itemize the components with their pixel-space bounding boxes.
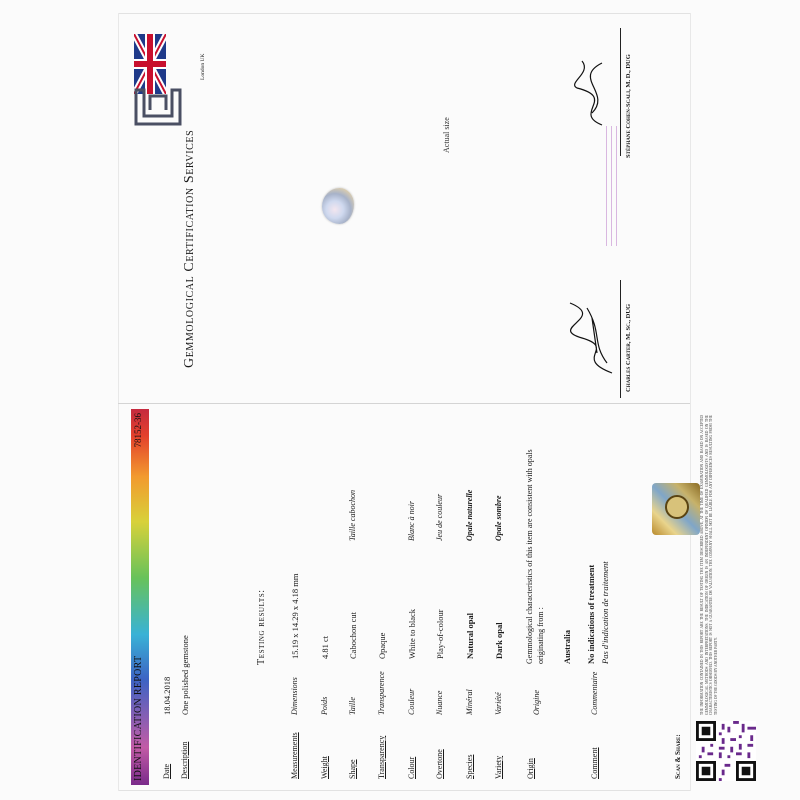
panel-edge <box>118 790 690 791</box>
row-value-fr: Opale naturelle <box>465 489 474 541</box>
row-label: Species <box>465 754 474 779</box>
company-logo <box>130 30 194 130</box>
hologram-emblem-icon <box>665 495 689 519</box>
scan-share-label: Scan & Share: <box>674 734 682 779</box>
date-value: 18.04.2018 <box>162 676 172 715</box>
row-label-fr: Variété <box>494 692 503 715</box>
row-label: Colour <box>407 756 416 779</box>
row-label: Variety <box>494 755 503 779</box>
report-title: IDENTIFICATION REPORT <box>133 655 144 781</box>
fine-print-lines <box>602 126 621 246</box>
disclaimer-text: THE INFORMATION CONTAINED IN THIS REPORT ARE THE RESULT OF TESTING THE ITEM DESCRIBED ABOVE, AT THE TIME OF EXAMINATION AND BASED ON ACCEPTED GEMMOLOGICAL METHODS AND INTERPRETATIONS. THE INDICATION OF ORIGIN IS AN INDEPENDENT OPINION OF QUALIFIED GEMMOLOGISTS AND IS BASED ON THE CHARACTERISTICS OBSERVED. THIS REPORT IS NOT A GUARANTEE OR VALUATION. THE COMPANY SHALL NOT BE LIABLE FOR ANY DIFFERENCES RESULTING FROM THE TESTING OF THE GOODS BY ANOTHER PARTY. <box>700 415 718 715</box>
testing-heading: Testing results: <box>256 589 267 665</box>
row-label-fr: Transparence <box>377 671 386 715</box>
actual-size-label: Actual size <box>442 117 451 153</box>
row-label-fr: Taille <box>348 697 357 715</box>
row-label: Overtone <box>435 749 444 779</box>
row-label-fr: Minéral <box>465 689 474 715</box>
origin-value: Australia <box>562 630 572 664</box>
company-city: London UK <box>200 53 206 80</box>
gemstone-photo <box>322 188 354 224</box>
row-value-fr: Opale sombre <box>494 495 503 541</box>
origin-label: Origin <box>526 758 535 779</box>
origin-label-fr: Origine <box>532 690 541 715</box>
comment-label-fr: Commentaire <box>590 671 599 715</box>
row-label: Measurements <box>290 732 299 779</box>
description-label: Description <box>180 741 189 779</box>
report-number: 78152-36 <box>133 413 143 448</box>
comment-value: No indications of treatment <box>586 564 596 664</box>
company-name: Gemmological Certification Services <box>182 129 197 368</box>
row-label-fr: Nuance <box>435 690 444 715</box>
signature-carter <box>562 298 622 378</box>
gcs-logo-icon <box>130 84 186 130</box>
panel-edge <box>690 13 691 791</box>
origin-statement: Gemmological characteristics of this item are consistent with opals originating from : <box>525 449 545 664</box>
row-value: Natural opal <box>465 612 475 659</box>
cover-panel <box>122 18 682 398</box>
row-value: 4.81 ct <box>320 635 330 659</box>
signature-cohen-scali <box>562 53 622 133</box>
signatory-name: Charles Carter, M. Sc., DUG <box>625 303 632 392</box>
row-label: Shape <box>348 759 357 779</box>
row-value-fr: Jeu de couleur <box>435 493 444 541</box>
qr-code[interactable] <box>696 721 756 781</box>
panel-edge <box>118 13 119 791</box>
fold-line <box>118 403 690 404</box>
row-value: Opaque <box>377 632 387 659</box>
row-label: Weight <box>320 756 329 779</box>
row-value-fr: Taille cabochon <box>348 489 357 541</box>
row-label: Transparency <box>377 735 386 779</box>
signature-line <box>620 28 621 156</box>
row-label-fr: Poids <box>320 696 329 715</box>
row-value-fr: Blanc à noir <box>407 501 416 541</box>
row-value: White to black <box>407 608 417 659</box>
signature-line <box>620 280 621 398</box>
comment-label: Comment <box>590 747 599 779</box>
row-value: Cabochon cut <box>348 612 358 659</box>
description-value: One polished gemstone <box>180 635 190 715</box>
date-label: Date <box>162 763 171 779</box>
row-value: Dark opal <box>494 622 504 659</box>
row-label-fr: Dimensions <box>290 677 299 715</box>
row-value: 15.19 x 14.29 x 4.18 mm <box>290 573 300 659</box>
row-label-fr: Couleur <box>407 688 416 715</box>
row-value: Play-of-colour <box>435 609 445 659</box>
signatory-name: Stéphane Cohen-Scali, M. D., DUG <box>625 54 632 158</box>
panel-edge <box>118 13 690 14</box>
report-panel <box>122 407 718 785</box>
comment-value-fr: Pas d'indication de traitement <box>600 561 610 664</box>
